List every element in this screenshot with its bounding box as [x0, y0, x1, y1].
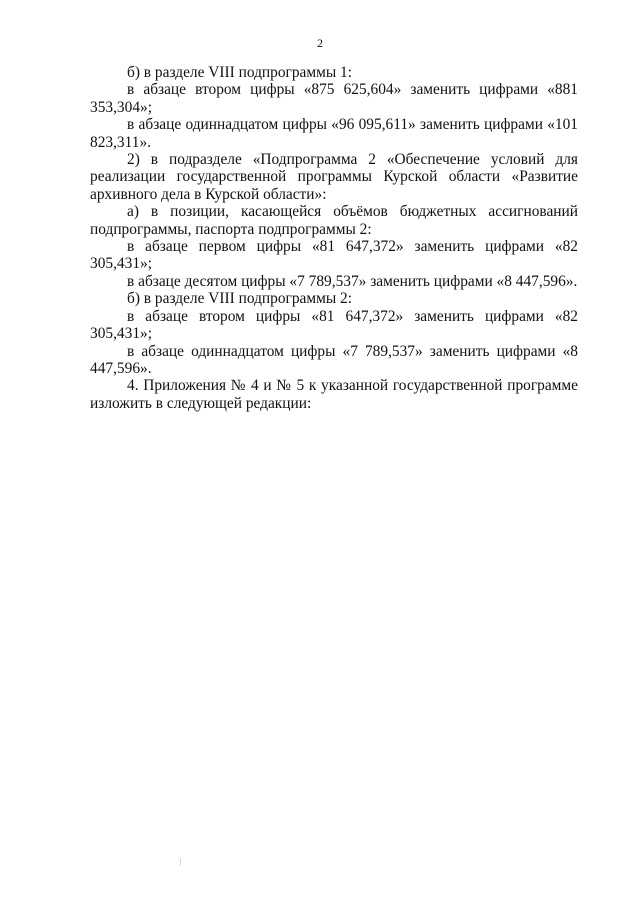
paragraph-section-viii-subprogram-1: б) в разделе VIII подпрограммы 1: [127, 64, 353, 81]
paragraph-subsection-subprogram-2: 2) в подразделе «Подпрограмма 2 «Обеспечение условий для реализации государственной программы Курской области «Развитие архивного дела в Курской области»: [90, 151, 578, 203]
paragraph-eleventh-abzac-subprogram-1: в абзаце одиннадцатом цифры «96 095,611» заменить цифрами «101 823,311». [90, 116, 578, 151]
paragraph-section-viii-subprogram-2: б) в разделе VIII подпрограммы 2: [127, 290, 353, 308]
paragraph-tenth-abzac-passport: в абзаце десятом цифры «7 789,537» заменить цифрами «8 447,596». [127, 272, 578, 290]
paragraph-first-abzac-passport: в абзаце первом цифры «81 647,372» заменить цифрами «82 305,431»; [90, 238, 578, 273]
paragraph-eleventh-abzac-subprogram-2: в абзаце одиннадцатом цифры «7 789,537» заменить цифрами «8 447,596». [90, 342, 578, 377]
scan-mark [180, 858, 181, 866]
paragraph-second-abzac-subprogram-1: в абзаце втором цифры «875 625,604» заменить цифрами «881 353,304»; [90, 81, 578, 116]
page-number: 2 [317, 36, 323, 50]
paragraph-second-abzac-subprogram-2: в абзаце втором цифры «81 647,372» заменить цифрами «82 305,431»; [90, 307, 578, 343]
document-body [90, 64, 578, 412]
paragraph-budget-allocations-position: а) в позиции, касающейся объёмов бюджетных ассигнований подпрограммы, паспорта подпрограммы 2: [90, 203, 578, 238]
paragraph-appendices-4-5: 4. Приложения № 4 и № 5 к указанной государственной программе изложить в следующей редакции: [90, 377, 578, 412]
